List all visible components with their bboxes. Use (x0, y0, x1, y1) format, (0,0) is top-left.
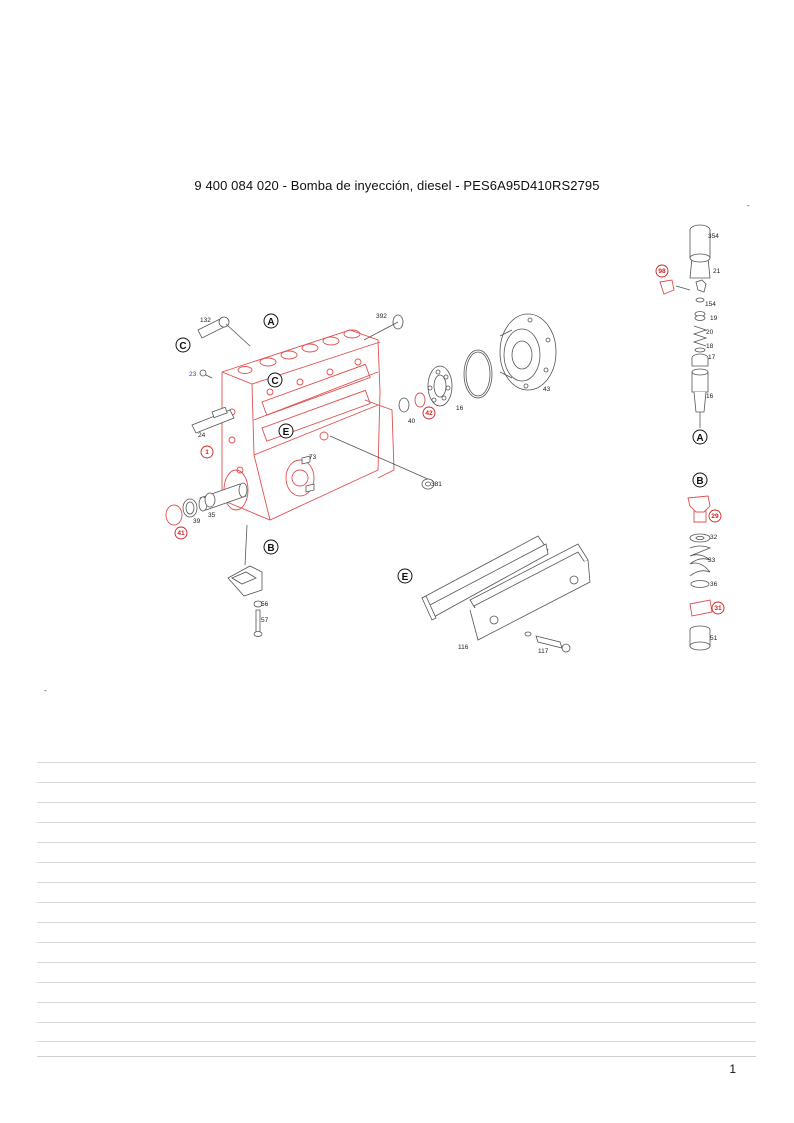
plate-24 (192, 407, 234, 433)
svg-text:19: 19 (710, 315, 718, 322)
svg-text:17: 17 (708, 354, 716, 361)
svg-text:381: 381 (431, 481, 442, 488)
svg-text:39: 39 (193, 518, 201, 525)
svg-text:116: 116 (458, 644, 469, 651)
callout-E-housing (279, 424, 293, 438)
svg-text:32: 32 (710, 534, 718, 541)
callout-C-housing (268, 373, 282, 387)
svg-text:154: 154 (705, 301, 716, 308)
plug-73 (302, 456, 314, 492)
corner-mark: - (747, 201, 750, 210)
svg-text:16: 16 (706, 393, 714, 400)
svg-text:16: 16 (456, 405, 464, 412)
cover-assembly (422, 536, 590, 652)
side-mark: - (44, 686, 47, 695)
footer-divider (37, 1056, 756, 1057)
svg-text:354: 354 (708, 233, 719, 240)
red-labels (175, 265, 724, 614)
bearing-assembly (330, 314, 556, 480)
svg-text:51: 51 (710, 635, 718, 642)
callout-A-top (264, 314, 278, 328)
svg-text:35: 35 (208, 512, 216, 519)
svg-text:C: C (179, 341, 187, 352)
svg-text:56: 56 (261, 601, 269, 608)
svg-text:23: 23 (189, 371, 197, 378)
svg-text:42: 42 (425, 410, 433, 417)
svg-text:33: 33 (708, 557, 716, 564)
svg-text:E: E (282, 427, 290, 438)
svg-text:40: 40 (408, 418, 416, 425)
delivery-valve-stack (660, 225, 710, 428)
svg-text:1: 1 (205, 449, 209, 456)
parts-table-rules (37, 762, 756, 1042)
bracket-56-57 (228, 525, 262, 637)
svg-text:392: 392 (376, 313, 387, 320)
svg-text:B: B (696, 476, 704, 487)
callout-B-bottom (264, 540, 278, 554)
svg-text:E: E (401, 572, 409, 583)
svg-text:A: A (267, 317, 275, 328)
svg-text:36: 36 (710, 581, 718, 588)
svg-text:20: 20 (706, 329, 714, 336)
page-title: 9 400 084 020 - Bomba de inyección, diesel - PES6A95D410RS2795 (194, 178, 600, 193)
callout-C-left (176, 338, 190, 352)
svg-text:41: 41 (177, 530, 185, 537)
svg-text:117: 117 (538, 648, 549, 655)
svg-text:24: 24 (198, 432, 206, 439)
svg-text:B: B (267, 543, 275, 554)
svg-text:98: 98 (658, 268, 666, 275)
svg-text:132: 132 (200, 317, 211, 324)
svg-text:18: 18 (706, 343, 714, 350)
page-number: 1 (729, 1062, 736, 1076)
callout-A-right (693, 430, 707, 444)
callout-B-right (693, 473, 707, 487)
svg-text:57: 57 (261, 617, 269, 624)
svg-text:29: 29 (711, 513, 719, 520)
svg-text:31: 31 (714, 605, 722, 612)
svg-text:A: A (696, 433, 704, 444)
svg-text:73: 73 (309, 454, 317, 461)
svg-text:C: C (271, 376, 279, 387)
screw-23 (200, 370, 212, 378)
callout-E-cover (398, 569, 412, 583)
plunger-spring-stack (688, 496, 712, 650)
svg-text:21: 21 (713, 268, 721, 275)
svg-text:43: 43 (543, 386, 551, 393)
